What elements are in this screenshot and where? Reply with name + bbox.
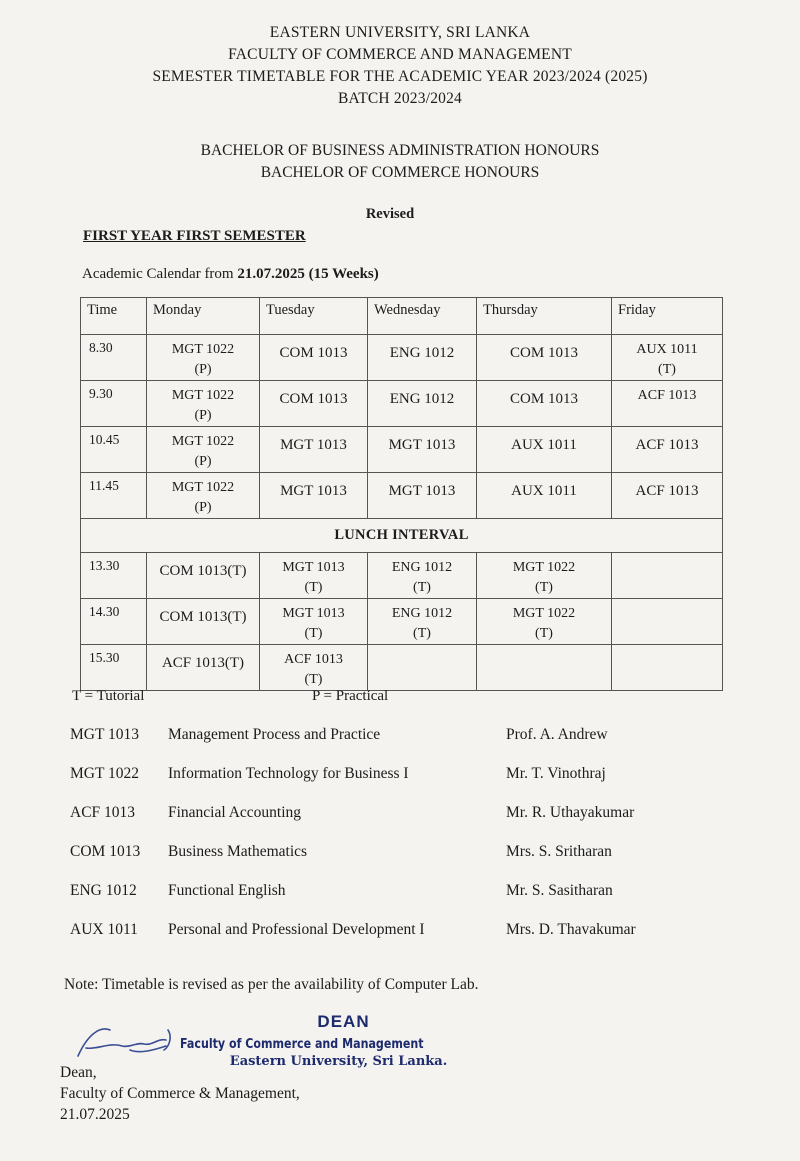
friday-cell: ACF 1013	[612, 381, 723, 427]
course-list	[66, 724, 686, 958]
document-header	[0, 22, 800, 110]
wednesday-cell: ENG 1012	[368, 335, 477, 381]
course-lecturer: Mrs. S. Sritharan	[506, 843, 612, 860]
course-lecturer: Prof. A. Andrew	[506, 726, 608, 743]
course-code: MGT 1022	[70, 765, 140, 782]
monday-cell: MGT 1022 (P)	[147, 335, 260, 381]
tuesday-cell: MGT 1013	[260, 473, 368, 519]
table-row	[81, 645, 723, 691]
batch-label: BATCH 2023/2024	[338, 90, 462, 107]
wednesday-cell	[368, 645, 477, 691]
course-name: Financial Accounting	[168, 804, 302, 821]
header-thursday: Thursday	[477, 298, 612, 335]
friday-cell	[612, 645, 723, 691]
friday-cell: AUX 1011 (T)	[612, 335, 723, 381]
wednesday-cell: MGT 1013	[368, 427, 477, 473]
degree-bcom: BACHELOR OF COMMERCE HONOURS	[260, 164, 540, 181]
signatory-date: 21.07.2025	[60, 1106, 130, 1123]
lunch-row	[81, 519, 723, 553]
course-name: Personal and Professional Development I	[168, 921, 425, 938]
list-item	[66, 724, 686, 763]
friday-cell: ACF 1013	[612, 427, 723, 473]
signatory-role: Dean,	[60, 1064, 97, 1081]
list-item	[66, 802, 686, 841]
wednesday-cell: ENG 1012	[368, 381, 477, 427]
thursday-cell	[477, 645, 612, 691]
time-cell: 15.30	[81, 645, 147, 691]
faculty-name: FACULTY OF COMMERCE AND MANAGEMENT	[228, 46, 572, 63]
thursday-cell: AUX 1011	[477, 473, 612, 519]
course-lecturer: Mr. R. Uthayakumar	[506, 804, 635, 821]
time-cell: 9.30	[81, 381, 147, 427]
header-tuesday: Tuesday	[260, 298, 368, 335]
thursday-cell: MGT 1022 (T)	[477, 599, 612, 645]
header-time: Time	[81, 298, 147, 335]
stamp-title: DEAN	[317, 1012, 370, 1031]
timetable-title: SEMESTER TIMETABLE FOR THE ACADEMIC YEAR 2023/2024 (2025)	[152, 68, 648, 85]
time-cell: 11.45	[81, 473, 147, 519]
thursday-cell: MGT 1022 (T)	[477, 553, 612, 599]
time-cell: 13.30	[81, 553, 147, 599]
signature-image	[70, 1020, 180, 1065]
table-row	[81, 427, 723, 473]
table-row	[81, 381, 723, 427]
monday-cell: MGT 1022 (P)	[147, 381, 260, 427]
list-item	[66, 841, 686, 880]
table-row	[81, 335, 723, 381]
stamp-university: Eastern University, Sri Lanka.	[229, 1054, 448, 1069]
tuesday-cell: COM 1013	[260, 335, 368, 381]
university-name: EASTERN UNIVERSITY, SRI LANKA	[269, 24, 531, 41]
degree-programmes	[0, 140, 800, 184]
course-code: ACF 1013	[70, 804, 136, 821]
legend-tutorial: T = Tutorial	[72, 688, 145, 704]
lunch-interval: LUNCH INTERVAL	[81, 519, 723, 553]
time-cell: 10.45	[81, 427, 147, 473]
calendar-prefix: Academic Calendar from	[82, 266, 238, 282]
course-lecturer: Mr. T. Vinothraj	[506, 765, 606, 782]
monday-cell: COM 1013(T)	[147, 599, 260, 645]
table-row	[81, 599, 723, 645]
academic-calendar	[82, 266, 379, 283]
revision-note: Note: Timetable is revised as per the availability of Computer Lab.	[64, 976, 479, 993]
stamp-faculty: Faculty of Commerce and Management	[180, 1036, 424, 1052]
tuesday-cell: MGT 1013 (T)	[260, 599, 368, 645]
monday-cell: ACF 1013(T)	[147, 645, 260, 691]
list-item	[66, 763, 686, 802]
wednesday-cell: ENG 1012 (T)	[368, 553, 477, 599]
course-lecturer: Mr. S. Sasitharan	[506, 882, 613, 899]
course-name: Information Technology for Business I	[168, 765, 409, 782]
tuesday-cell: ACF 1013 (T)	[260, 645, 368, 691]
course-name: Functional English	[168, 882, 286, 899]
timetable	[80, 297, 723, 691]
monday-cell: MGT 1022 (P)	[147, 427, 260, 473]
tuesday-cell: MGT 1013 (T)	[260, 553, 368, 599]
timetable-header-row	[81, 298, 723, 335]
semester-title: FIRST YEAR FIRST SEMESTER	[83, 228, 306, 244]
time-cell: 14.30	[81, 599, 147, 645]
tuesday-cell: COM 1013	[260, 381, 368, 427]
friday-cell: ACF 1013	[612, 473, 723, 519]
course-code: MGT 1013	[70, 726, 140, 743]
course-code: AUX 1011	[70, 921, 138, 938]
calendar-date: 21.07.2025 (15 Weeks)	[237, 266, 379, 282]
tuesday-cell: MGT 1013	[260, 427, 368, 473]
degree-bba: BACHELOR OF BUSINESS ADMINISTRATION HONOURS	[200, 142, 600, 159]
list-item	[66, 880, 686, 919]
header-wednesday: Wednesday	[368, 298, 477, 335]
course-name: Business Mathematics	[168, 843, 308, 860]
signatory-block	[60, 1062, 300, 1125]
friday-cell	[612, 553, 723, 599]
signatory-faculty: Faculty of Commerce & Management,	[60, 1085, 300, 1102]
thursday-cell: AUX 1011	[477, 427, 612, 473]
friday-cell	[612, 599, 723, 645]
revised-label: Revised	[365, 206, 415, 222]
list-item	[66, 919, 686, 958]
thursday-cell: COM 1013	[477, 335, 612, 381]
legend-practical: P = Practical	[312, 688, 389, 704]
course-name: Management Process and Practice	[168, 726, 381, 743]
monday-cell: MGT 1022 (P)	[147, 473, 260, 519]
dean-stamp	[180, 1012, 477, 1069]
course-code: COM 1013	[70, 843, 141, 860]
header-friday: Friday	[612, 298, 723, 335]
thursday-cell: COM 1013	[477, 381, 612, 427]
course-lecturer: Mrs. D. Thavakumar	[506, 921, 636, 938]
course-code: ENG 1012	[70, 882, 137, 899]
monday-cell: COM 1013(T)	[147, 553, 260, 599]
header-monday: Monday	[147, 298, 260, 335]
wednesday-cell: ENG 1012 (T)	[368, 599, 477, 645]
wednesday-cell: MGT 1013	[368, 473, 477, 519]
time-cell: 8.30	[81, 335, 147, 381]
table-row	[81, 473, 723, 519]
table-row	[81, 553, 723, 599]
